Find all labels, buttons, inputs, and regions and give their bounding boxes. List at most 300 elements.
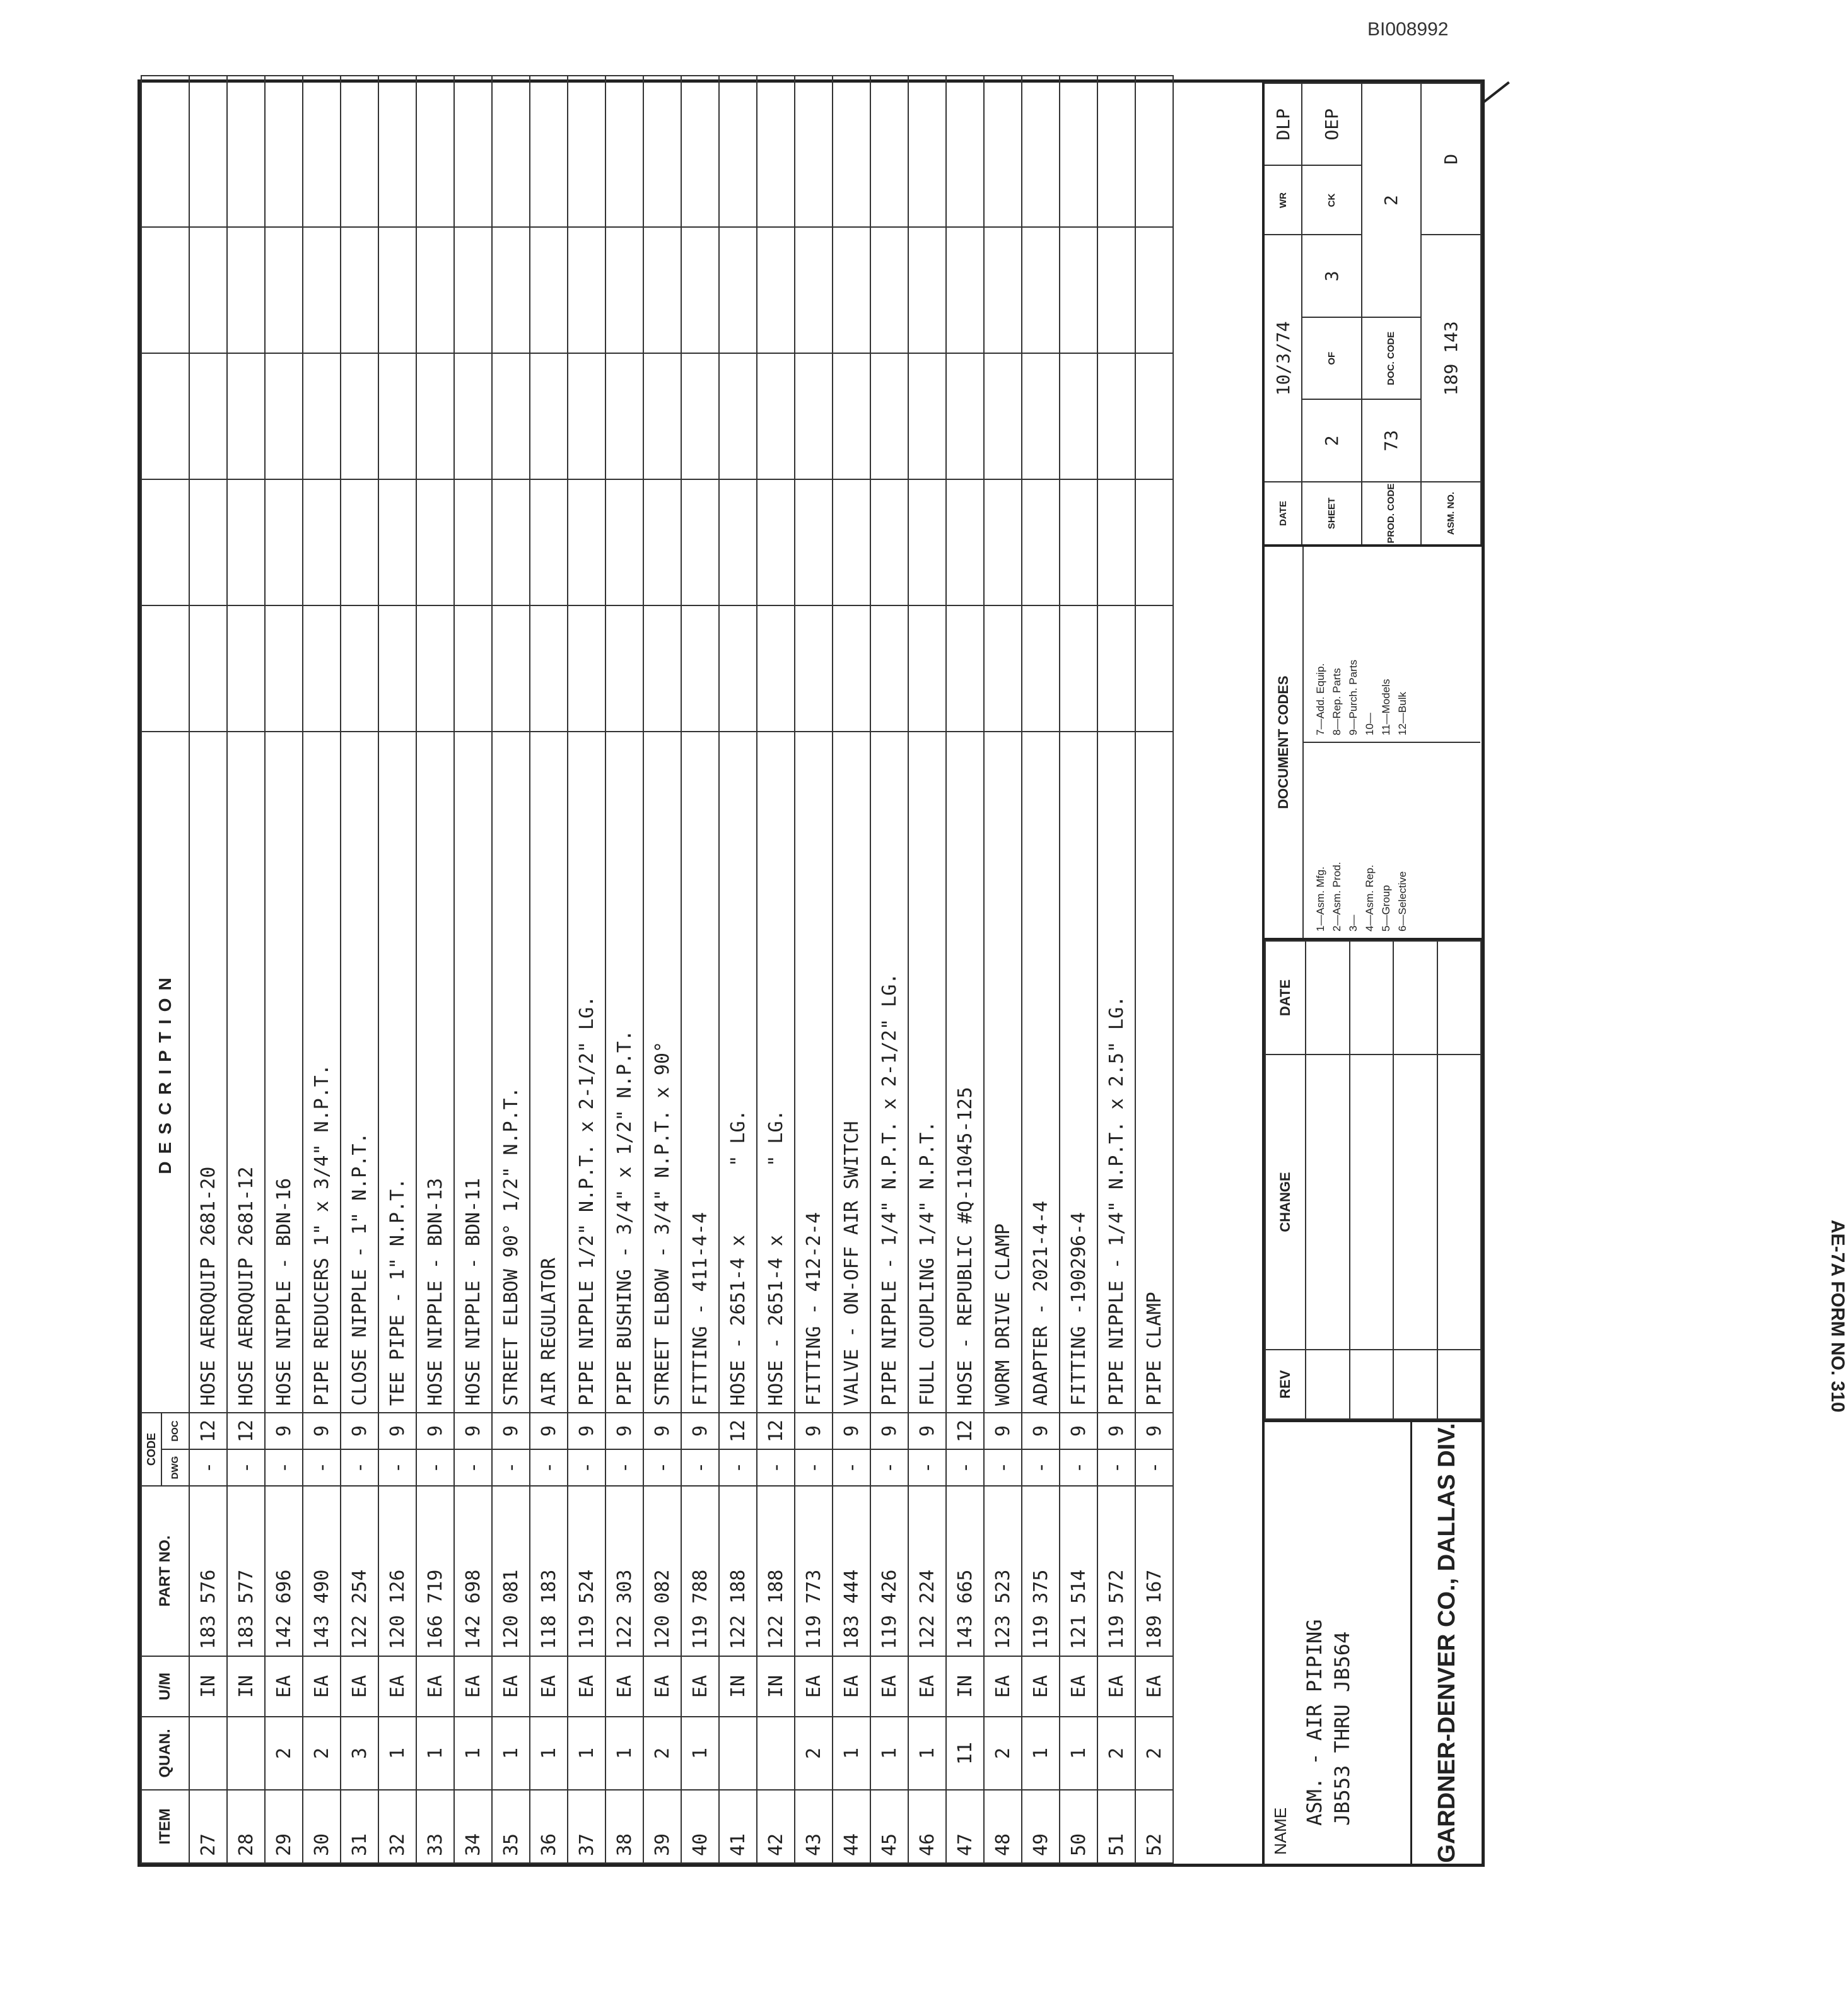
item-cell: 49 xyxy=(1022,1790,1060,1863)
blank-cell xyxy=(605,479,643,605)
table-row xyxy=(227,76,265,1863)
document-codes-block xyxy=(1265,544,1482,938)
company-name: GARDNER-DENVER CO., DALLAS DIV. xyxy=(1410,1422,1482,1864)
document-codes-title: DOCUMENT CODES xyxy=(1265,547,1304,938)
blank-cell xyxy=(719,76,757,227)
blank-cell xyxy=(1060,605,1097,732)
blank-col-5 xyxy=(141,76,189,227)
table-row xyxy=(757,76,795,1863)
description-cell: HOSE NIPPLE - BDN-11 xyxy=(454,732,492,1413)
blank-cell xyxy=(265,76,303,227)
dwg-code-cell: - xyxy=(870,1449,908,1486)
um-cell: EA xyxy=(416,1656,454,1717)
um-cell: EA xyxy=(1135,1656,1173,1717)
part-no-header: PART NO. xyxy=(141,1486,189,1656)
description-cell: CLOSE NIPPLE - 1" N.P.T. xyxy=(341,732,378,1413)
blank-cell xyxy=(568,76,605,227)
quan-cell: 1 xyxy=(605,1717,643,1790)
description-cell: WORM DRIVE CLAMP xyxy=(984,732,1022,1413)
description-cell: HOSE - REPUBLIC #Q-11045-125 xyxy=(946,732,984,1413)
description-cell: HOSE AEROQUIP 2681-20 xyxy=(189,732,227,1413)
blank-cell xyxy=(303,227,341,353)
description-cell: PIPE NIPPLE - 1/4" N.P.T. x 2-1/2" LG. xyxy=(870,732,908,1413)
dwg-code-cell: - xyxy=(530,1449,568,1486)
rev-letter: D xyxy=(1422,83,1482,235)
quan-header: QUAN. xyxy=(141,1717,189,1790)
item-cell: 38 xyxy=(605,1790,643,1863)
codes-column-2 xyxy=(1304,547,1480,743)
date-label: DATE xyxy=(1265,481,1302,544)
of-value: 3 xyxy=(1302,235,1362,317)
blank-cell xyxy=(795,227,833,353)
prod-code-label: PROD. CODE xyxy=(1362,481,1422,544)
um-cell: EA xyxy=(908,1656,946,1717)
table-row xyxy=(643,76,681,1863)
item-cell: 41 xyxy=(719,1790,757,1863)
quan-cell: 1 xyxy=(416,1717,454,1790)
description-cell: HOSE NIPPLE - BDN-13 xyxy=(416,732,454,1413)
blank-cell xyxy=(1135,605,1173,732)
blank-cell xyxy=(870,605,908,732)
doc-code-cell: 9 xyxy=(454,1413,492,1449)
dwg-code-cell: - xyxy=(984,1449,1022,1486)
blank-cell xyxy=(530,76,568,227)
codes-column-1 xyxy=(1304,743,1480,938)
blank-cell xyxy=(984,605,1022,732)
blank-cell xyxy=(492,227,530,353)
um-cell: EA xyxy=(870,1656,908,1717)
table-row xyxy=(568,76,605,1863)
blank-cell xyxy=(492,353,530,479)
blank-col-3 xyxy=(141,353,189,479)
um-header: U/M xyxy=(141,1656,189,1717)
blank-cell xyxy=(265,479,303,605)
part-no-cell: 183 576 xyxy=(189,1486,227,1656)
form-number: AE-7A FORM NO. 310 xyxy=(1827,1220,1848,1413)
um-cell: EA xyxy=(454,1656,492,1717)
item-cell: 34 xyxy=(454,1790,492,1863)
description-cell: PIPE REDUCERS 1" x 3/4" N.P.T. xyxy=(303,732,341,1413)
item-cell: 46 xyxy=(908,1790,946,1863)
um-cell: IN xyxy=(227,1656,265,1717)
blank-cell xyxy=(1097,76,1135,227)
part-no-cell: 189 167 xyxy=(1135,1486,1173,1656)
dwg-code-cell: - xyxy=(908,1449,946,1486)
blank-cell xyxy=(681,353,719,479)
blank-cell xyxy=(833,76,870,227)
dwg-code-cell: - xyxy=(833,1449,870,1486)
blank-cell xyxy=(303,479,341,605)
doc-code-cell: 9 xyxy=(643,1413,681,1449)
blank-cell xyxy=(265,605,303,732)
blank-cell xyxy=(643,76,681,227)
blank-cell xyxy=(378,353,416,479)
assembly-name: ASM. - AIR PIPING xyxy=(1302,1619,1326,1826)
blank-cell xyxy=(719,353,757,479)
blank-cell xyxy=(757,76,795,227)
blank-cell xyxy=(643,353,681,479)
doc-code-cell: 9 xyxy=(1060,1413,1097,1449)
item-cell: 30 xyxy=(303,1790,341,1863)
part-no-cell: 122 224 xyxy=(908,1486,946,1656)
doc-code-cell: 9 xyxy=(492,1413,530,1449)
table-row xyxy=(1097,76,1135,1863)
blank-cell xyxy=(454,353,492,479)
um-cell: IN xyxy=(189,1656,227,1717)
blank-cell xyxy=(1060,227,1097,353)
part-no-cell: 119 375 xyxy=(1022,1486,1060,1656)
part-no-cell: 121 514 xyxy=(1060,1486,1097,1656)
blank-cell xyxy=(454,227,492,353)
blank-cell xyxy=(795,76,833,227)
blank-cell xyxy=(1022,76,1060,227)
blank-col-2 xyxy=(141,479,189,605)
dwg-code-cell: - xyxy=(605,1449,643,1486)
blank-cell xyxy=(605,76,643,227)
rev-header: REV xyxy=(1265,1350,1306,1419)
blank-cell xyxy=(454,76,492,227)
blank-cell xyxy=(378,605,416,732)
doc-code-cell: 9 xyxy=(681,1413,719,1449)
quan-cell: 1 xyxy=(908,1717,946,1790)
doc-code-cell: 9 xyxy=(1022,1413,1060,1449)
description-cell: FITTING -190296-4 xyxy=(1060,732,1097,1413)
name-label: NAME xyxy=(1271,1807,1290,1855)
um-cell: EA xyxy=(681,1656,719,1717)
blank-cell xyxy=(870,353,908,479)
item-cell: 27 xyxy=(189,1790,227,1863)
quan-cell: 2 xyxy=(795,1717,833,1790)
um-cell: EA xyxy=(568,1656,605,1717)
blank-cell xyxy=(757,605,795,732)
table-row xyxy=(719,76,757,1863)
item-cell: 48 xyxy=(984,1790,1022,1863)
item-cell: 45 xyxy=(870,1790,908,1863)
blank-cell xyxy=(946,605,984,732)
um-cell: EA xyxy=(643,1656,681,1717)
asm-no-value: 189 143 xyxy=(1422,235,1482,482)
doc-code-cell: 9 xyxy=(908,1413,946,1449)
blank-cell xyxy=(870,479,908,605)
blank-cell xyxy=(341,605,378,732)
blank-cell xyxy=(189,353,227,479)
part-no-cell: 142 696 xyxy=(265,1486,303,1656)
blank-cell xyxy=(946,76,984,227)
document-code-entry: 11—Models xyxy=(1380,679,1392,735)
dwg-code-cell: - xyxy=(795,1449,833,1486)
blank-cell xyxy=(1097,479,1135,605)
um-cell: EA xyxy=(605,1656,643,1717)
ck-label: CK xyxy=(1302,165,1362,235)
item-cell: 42 xyxy=(757,1790,795,1863)
blank-cell xyxy=(1135,353,1173,479)
table-row xyxy=(984,76,1022,1863)
table-row xyxy=(492,76,530,1863)
table-row xyxy=(605,76,643,1863)
blank-cell xyxy=(454,479,492,605)
document-code-entry: 5—Group xyxy=(1380,885,1392,932)
blank-cell xyxy=(341,227,378,353)
blank-cell xyxy=(833,479,870,605)
blank-cell xyxy=(984,479,1022,605)
item-cell: 50 xyxy=(1060,1790,1097,1863)
um-cell: EA xyxy=(530,1656,568,1717)
doc-code-cell: 9 xyxy=(568,1413,605,1449)
blank-cell xyxy=(378,227,416,353)
description-cell: FULL COUPLING 1/4" N.P.T. xyxy=(908,732,946,1413)
table-row xyxy=(681,76,719,1863)
blank-cell xyxy=(303,605,341,732)
of-label: OF xyxy=(1302,317,1362,399)
doc-code-cell: 9 xyxy=(870,1413,908,1449)
sheet-label: SHEET xyxy=(1302,481,1362,544)
um-cell: EA xyxy=(265,1656,303,1717)
blank-cell xyxy=(757,227,795,353)
table-row xyxy=(378,76,416,1863)
part-no-cell: 120 081 xyxy=(492,1486,530,1656)
blank-cell xyxy=(530,227,568,353)
blank-cell xyxy=(189,605,227,732)
blank-cell xyxy=(568,353,605,479)
document-id: BI008992 xyxy=(1367,19,1449,40)
blank-cell xyxy=(681,605,719,732)
document-code-entry: 9—Purch. Parts xyxy=(1347,660,1359,735)
um-cell: EA xyxy=(1022,1656,1060,1717)
quan-cell: 1 xyxy=(454,1717,492,1790)
blank-cell xyxy=(984,353,1022,479)
um-cell: EA xyxy=(1060,1656,1097,1717)
quan-cell: 1 xyxy=(1060,1717,1097,1790)
quan-cell: 2 xyxy=(1097,1717,1135,1790)
dwg-code-cell: - xyxy=(946,1449,984,1486)
blank-cell xyxy=(681,479,719,605)
table-row xyxy=(870,76,908,1863)
blank-cell xyxy=(946,353,984,479)
description-cell: HOSE - 2651-4 x " LG. xyxy=(757,732,795,1413)
wr-label: WR xyxy=(1265,165,1302,235)
table-row xyxy=(1135,76,1173,1863)
description-cell: FITTING - 412-2-4 xyxy=(795,732,833,1413)
blank-cell xyxy=(605,605,643,732)
ck-value: OEP xyxy=(1302,83,1362,165)
blank-col-4 xyxy=(141,227,189,353)
blank-cell xyxy=(795,353,833,479)
blank-cell xyxy=(757,353,795,479)
code-header xyxy=(141,1413,189,1486)
blank-cell xyxy=(643,605,681,732)
part-no-cell: 143 665 xyxy=(946,1486,984,1656)
blank-cell xyxy=(795,605,833,732)
item-cell: 39 xyxy=(643,1790,681,1863)
blank-cell xyxy=(416,479,454,605)
quan-cell: 1 xyxy=(870,1717,908,1790)
doc-code-cell: 9 xyxy=(416,1413,454,1449)
blank-cell xyxy=(908,353,946,479)
table-row xyxy=(908,76,946,1863)
blank-cell xyxy=(1135,479,1173,605)
item-cell: 32 xyxy=(378,1790,416,1863)
part-no-cell: 122 303 xyxy=(605,1486,643,1656)
document-code-entry: 12—Bulk xyxy=(1396,692,1408,735)
quan-cell: 11 xyxy=(946,1717,984,1790)
part-no-cell: 142 698 xyxy=(454,1486,492,1656)
part-no-cell: 143 490 xyxy=(303,1486,341,1656)
blank-cell xyxy=(1097,227,1135,353)
um-cell: EA xyxy=(795,1656,833,1717)
dwg-code-cell: - xyxy=(719,1449,757,1486)
blank-cell xyxy=(719,227,757,353)
description-cell: PIPE NIPPLE - 1/4" N.P.T. x 2.5" LG. xyxy=(1097,732,1135,1413)
dwg-code-cell: - xyxy=(1022,1449,1060,1486)
document-code-entry: 10— xyxy=(1364,713,1376,735)
blank-cell xyxy=(227,479,265,605)
description-cell: PIPE NIPPLE 1/2" N.P.T. x 2-1/2" LG. xyxy=(568,732,605,1413)
um-cell: EA xyxy=(341,1656,378,1717)
document-code-entry: 4—Asm. Rep. xyxy=(1364,865,1376,932)
doc-code-cell: 9 xyxy=(530,1413,568,1449)
blank-cell xyxy=(1060,76,1097,227)
item-cell: 33 xyxy=(416,1790,454,1863)
description-cell: PIPE BUSHING - 3/4" x 1/2" N.P.T. xyxy=(605,732,643,1413)
description-cell: HOSE NIPPLE - BDN-16 xyxy=(265,732,303,1413)
um-cell: EA xyxy=(303,1656,341,1717)
document-code-entry: 3— xyxy=(1347,914,1359,932)
item-cell: 47 xyxy=(946,1790,984,1863)
blank-cell xyxy=(416,605,454,732)
item-cell: 40 xyxy=(681,1790,719,1863)
blank-cell xyxy=(341,76,378,227)
description-cell: FITTING - 411-4-4 xyxy=(681,732,719,1413)
blank-cell xyxy=(1022,353,1060,479)
description-cell: HOSE - 2651-4 x " LG. xyxy=(719,732,757,1413)
um-cell: EA xyxy=(492,1656,530,1717)
table-row xyxy=(454,76,492,1863)
doc-code-cell: 9 xyxy=(378,1413,416,1449)
dwg-code-cell: - xyxy=(341,1449,378,1486)
quan-cell: 2 xyxy=(303,1717,341,1790)
doc-code-cell: 12 xyxy=(946,1413,984,1449)
blank-cell xyxy=(416,353,454,479)
header-row xyxy=(141,76,189,1863)
blank-cell xyxy=(908,76,946,227)
dwg-code-cell: - xyxy=(1060,1449,1097,1486)
document-code-entry: 8—Rep. Parts xyxy=(1331,668,1343,735)
title-block xyxy=(1262,83,1482,1864)
blank-cell xyxy=(454,605,492,732)
doc-code-cell: 12 xyxy=(757,1413,795,1449)
um-cell: EA xyxy=(984,1656,1022,1717)
blank-cell xyxy=(1135,227,1173,353)
dwg-code-cell: - xyxy=(378,1449,416,1486)
name-block xyxy=(1265,1420,1482,1864)
blank-cell xyxy=(568,227,605,353)
quan-cell xyxy=(719,1717,757,1790)
dwg-code-cell: - xyxy=(454,1449,492,1486)
rev-date-header: DATE xyxy=(1265,941,1306,1054)
quan-cell: 1 xyxy=(681,1717,719,1790)
blank-cell xyxy=(189,227,227,353)
doc-code-cell: 9 xyxy=(303,1413,341,1449)
um-cell: IN xyxy=(946,1656,984,1717)
dwg-code-cell: - xyxy=(416,1449,454,1486)
document-code-entry: 6—Selective xyxy=(1396,871,1408,932)
blank-cell xyxy=(1135,76,1173,227)
blank-cell xyxy=(1060,479,1097,605)
blank-cell xyxy=(1022,227,1060,353)
blank-cell xyxy=(341,353,378,479)
dwg-code-cell: - xyxy=(303,1449,341,1486)
blank-cell xyxy=(681,227,719,353)
blank-cell xyxy=(303,76,341,227)
rotated-form xyxy=(137,79,1485,1867)
item-cell: 44 xyxy=(833,1790,870,1863)
description-cell: PIPE CLAMP xyxy=(1135,732,1173,1413)
blank-cell xyxy=(341,479,378,605)
um-cell: EA xyxy=(378,1656,416,1717)
blank-col-1 xyxy=(141,605,189,732)
blank-cell xyxy=(681,76,719,227)
blank-cell xyxy=(719,605,757,732)
dwg-code-cell: - xyxy=(757,1449,795,1486)
item-cell: 35 xyxy=(492,1790,530,1863)
part-no-cell: 183 444 xyxy=(833,1486,870,1656)
item-cell: 51 xyxy=(1097,1790,1135,1863)
table-row xyxy=(1060,76,1097,1863)
blank-cell xyxy=(757,479,795,605)
doc-code-label: DOC. CODE xyxy=(1362,317,1422,399)
parts-table xyxy=(141,75,1174,1864)
quan-cell: 1 xyxy=(530,1717,568,1790)
document-code-entry: 1—Asm. Mfg. xyxy=(1314,867,1326,932)
blank-cell xyxy=(870,76,908,227)
asm-no-label: ASM. NO. xyxy=(1422,481,1482,544)
wr-value: DLP xyxy=(1265,83,1302,165)
blank-cell xyxy=(227,605,265,732)
dwg-code-cell: - xyxy=(265,1449,303,1486)
blank-cell xyxy=(265,227,303,353)
dwg-code-cell: - xyxy=(1097,1449,1135,1486)
dwg-code-cell: - xyxy=(1135,1449,1173,1486)
part-no-cell: 122 188 xyxy=(757,1486,795,1656)
doc-code-cell: 9 xyxy=(605,1413,643,1449)
table-row xyxy=(1022,76,1060,1863)
part-no-cell: 122 188 xyxy=(719,1486,757,1656)
um-cell: EA xyxy=(1097,1656,1135,1717)
blank-cell xyxy=(189,76,227,227)
item-header: ITEM xyxy=(141,1790,189,1863)
table-row xyxy=(303,76,341,1863)
blank-cell xyxy=(416,227,454,353)
item-cell: 52 xyxy=(1135,1790,1173,1863)
item-cell: 43 xyxy=(795,1790,833,1863)
table-row xyxy=(833,76,870,1863)
doc-code-cell: 9 xyxy=(984,1413,1022,1449)
blank-cell xyxy=(568,605,605,732)
table-row xyxy=(946,76,984,1863)
table-row xyxy=(530,76,568,1863)
blank-cell xyxy=(833,227,870,353)
part-no-cell: 120 126 xyxy=(378,1486,416,1656)
blank-cell xyxy=(227,353,265,479)
date-value: 10/3/74 xyxy=(1265,235,1302,482)
table-row xyxy=(189,76,227,1863)
table-row xyxy=(265,76,303,1863)
doc-code-cell: 9 xyxy=(1097,1413,1135,1449)
doc-subheader: DOC xyxy=(162,1413,189,1450)
quan-cell: 1 xyxy=(568,1717,605,1790)
table-row xyxy=(416,76,454,1863)
prod-code-value: 73 xyxy=(1362,399,1422,482)
